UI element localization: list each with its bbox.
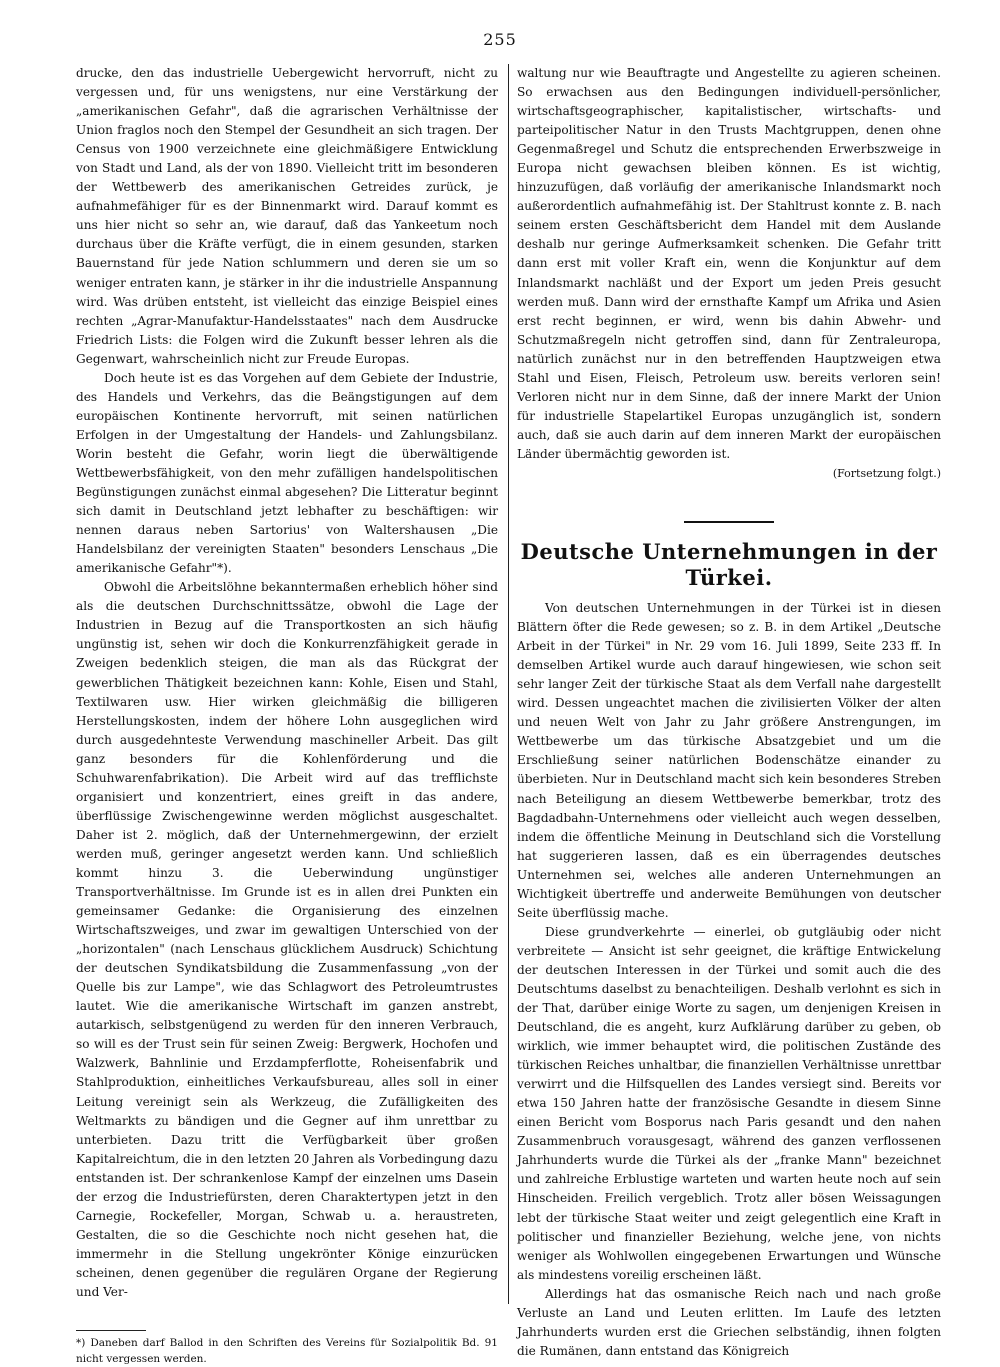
paragraph: Obwohl die Arbeitslöhne bekanntermaßen erheblich höher sind als die deutschen Durchschnittssätze, obwohl die Lage der Industrien in Bezug auf die Transportkosten an sich häufig ungünstig ist, sehen wir doch die Konkurrenzfähigkeit gerade in Zweigen bedenklich steigen, die man als das Rückgrat der gewerblichen Thätigkeit bezeichnen kann: Kohle, Eisen und Stahl, Textilwaren usw. Hier wirken gleichmäßig die billigeren Herstellungskosten, indem der höhere Lohn ausgeglichen wird durch ausgedehnteste Verwendung maschineller Arbeit. Das gilt ganz besonders für die Kohlenförderung und die Schuhwarenfabrikation). Die Arbeit wird auf das trefflichste organisiert und konzentriert, eines greift in das andere, überflüssige Zwischengewinne werden möglichst ausgeschaltet. Daher ist 2. möglich, daß der Unternehmergewinn, der erzielt werden muß, geringer angesetzt werden kann. Und schließlich kommt hinzu 3. die Ueberwindung ungünstiger Transportverhältnisse. Im Grunde ist es in allen drei Punkten ein gemeinsamer Gedanke: die Organisierung des einzelnen Wirtschaftszweiges, und zwar im gewaltigen Unterschied von der „horizontalen" (nach Lenschaus glücklichem Ausdruck) Schichtung der deutschen Syndikatsbildung die Zusammenfassung „von der Quelle bis zur Lampe", wie das Schlagwort des Petroleumtrustes lautet. Wie die amerikanische Wirtschaft im ganzen anstrebt, autarkisch, selbstgenügend zu werden für den inneren Verbrauch, so will es der Trust sein für seinen Zweig: Bergwerk, Hochofen und Walzwerk, Bahnlinie und Erzdampferflotte, Roheisenfabrik und Stahlproduktion, einheitliches Verkaufsbureau, alles soll in einer Leitung vereinigt sein als Werkzeug, die Zufälligkeiten des Weltmarkts zu bändigen und die Gegner auf ihm unrettbar zu unterbieten. Dazu tritt die Verfügbarkeit über großen Kapitalreichtum, die in den letzten 20 Jahren als Vorbedingung dazu entstanden ist. Der schrankenlose Kampf der einzelnen ums Dasein der erzog die Industriefürsten, deren Charaktertypen jetzt in den Carnegie, Rockefeller, Morgan, Schwab u. a. heraustreten, Gestalten, die so die Geschichte noch nicht gesehen hat, die immermehr in die Stellung ungekrönter Könige einzurücken scheinen, denen gegenüber die regulären Organe der Regierung und Ver- <box>76 580 498 1299</box>
column-divider <box>508 64 509 1304</box>
footnote: *) Daneben darf Ballod in den Schriften des Vereins für Sozialpolitik Bd. 91 nicht vergessen werden. <box>76 1337 498 1366</box>
paragraph: Von deutschen Unternehmungen in der Türkei ist in diesen Blättern öfter die Rede gewesen; so z. B. in dem Artikel „Deutsche Arbeit in der Türkei" in Nr. 29 vom 16. Juli 1899, Seite 233 ff. In demselben Artikel wurde auch darauf hingewiesen, wie schon seit sehr langer Zeit der türkische Staat als dem Verfall nahe dargestellt wird. Dessen ungeachtet machen die zivilisierten Völker der alten und neuen Welt von Jahr zu Jahr größere Anstrengungen, im Wettbewerbe um das türkische Absatzgebiet und um die Erschließung seiner natürlichen Bodenschätze einander zu überbieten. Nur in Deutschland macht sich kein besonderes Streben nach Beteiligung an diesem Wettbewerbe bemerkbar, trotz des Bagdadbahn-Unternehmens oder vielleicht auch wegen desselben, indem die öffentliche Meinung in Deutschland sich die Vorstellung hat suggerieren lassen, daß es ein überragendes deutsches Unternehmen sei, welches alle anderen Unternehmungen an Wichtigkeit übertreffe und anderweite Bemühungen von deutscher Seite überflüssig mache. <box>517 601 941 920</box>
page-number: 255 <box>483 30 517 49</box>
paragraph: Doch heute ist es das Vorgehen auf dem Gebiete der Industrie, des Handels und Verkehrs, das die Beängstigungen auf dem europäischen Kontinente hervorruft, mit seinen natürlichen Erfolgen in der Umgestaltung der Handels- und Zahlungsbilanz. Worin besteht die Gefahr, worin liegt die überwältigende Wettbewerbsfähigkeit, von den mehr zufälligen handelspolitischen Begünstigungen zunächst einmal abgesehen? Die Litteratur beginnt sich damit in Deutschland jetzt lebhafter zu beschäftigen: wir nennen daraus neben Sartorius' von Waltershausen „Die Handelsbilanz der vereinigten Staaten" besonders Lenschaus „Die amerikanische Gefahr"*). <box>76 370 498 576</box>
left-column <box>76 64 498 1367</box>
article-heading: Deutsche Unternehmungen in der Türkei. <box>520 539 938 591</box>
right-column <box>517 64 941 1361</box>
paragraph: waltung nur wie Beauftragte und Angestellte zu agieren scheinen. So erwachsen aus den Bedingungen individuell-persönlicher, wirtschaftsgeographischer, kapitalistischer, wirtschafts- und parteipolitischer Natur in den Trusts Machtgruppen, denen ohne Gegenmaßregel und Schutz die entsprechenden Erwerbszweige in Europa nicht gewachsen bleiben können. Es ist wichtig, hinzuzufügen, daß vorläufig der amerikanische Inlandsmarkt noch außerordentlich aufnahmefähig ist. Der Stahltrust konnte z. B. nach seinem ersten Geschäftsbericht dem Handel mit dem Auslande deshalb nur geringe Aufmerksamkeit schenken. Die Gefahr tritt dann erst mit voller Kraft ein, wenn die Konjunktur auf dem Inlandsmarkt nachläßt und der Export um jeden Preis gesucht werden muß. Dann wird der ernsthafte Kampf um Afrika und Asien erst recht beginnen, er wird, wenn bis dahin Abwehr- und Schutzmaßregeln nicht getroffen sind, dann für Zentraleuropa, natürlich zunächst nur in den betreffenden Hauptzweigen etwa Stahl und Eisen, Fleisch, Petroleum usw. bereits verloren sein! Verloren nicht nur in dem Sinne, daß der innere Markt der Union für industrielle Stapelartikel Europas unzugänglich ist, sondern auch, daß sie auch darin auf dem inneren Markt der europäischen Länder übermächtig geworden ist. <box>517 66 941 461</box>
paragraph: Diese grundverkehrte — einerlei, ob gutgläubig oder nicht verbreitete — Ansicht ist sehr geeignet, die kräftige Entwickelung der deutschen Interessen in der Türkei und somit auch die des Deutschtums daselbst zu benachteiligen. Deshalb verlohnt es sich in der That, darüber einige Worte zu sagen, um denjenigen Kreisen in Deutschland, die es angeht, kurz Aufklärung darüber zu geben, ob wirklich, wie immer behauptet wird, die politischen Zustände des türkischen Reiches unhaltbar, die finanziellen Verhältnisse unrettbar verwirrt und die Hilfsquellen des Landes versiegt sind. Bereits vor etwa 150 Jahren hatte der französische Gesandte in diesem Sinne einen Bericht vom Bosporus nach Paris gesandt und den nahen Zusammenbruch vorausgesagt, während des ganzen verflossenen Jahrhunderts wurde die Türkei als der „franke Mann" bezeichnet und zahlreiche Erblustige warteten und warten heute noch auf sein Hinscheiden. Freilich vergeblich. Trotz aller bösen Weissagungen lebt der türkische Staat weiter und zeigt gelegentlich eine Kraft in politischer und finanzieller Beziehung, welche jene, von nichts weniger als Wohlwollen eingegebenen Erwartungen und Wünsche als mindestens voreilig erscheinen läßt. <box>517 924 941 1282</box>
continued-note: (Fortsetzung folgt.) <box>832 466 941 480</box>
paragraph: drucke, den das industrielle Uebergewicht hervorruft, nicht zu vergessen und, für uns wenigstens, nur eine Verstärkung der „amerikanischen Gefahr", daß die agrarischen Verhältnisse der Union fraglos noch den Stempel der Gesundheit an sich tragen. Der Census von 1900 verzeichnete eine gleichmäßigere Entwicklung von Stadt und Land, als der von 1890. Vielleicht tritt im besonderen der Wettbewerb des amerikanischen Getreides zurück, je aufnahmefähiger für es der Binnenmarkt wird. Darauf kommt es uns hier nicht so sehr an, wie darauf, daß das Yankeetum noch durchaus über die Kräfte verfügt, die in einem gesunden, starken Bauernstand für jede Nation schlummern und deren sie um so weniger entraten kann, je stärker in ihr die industrielle Anspannung wird. Was drüben entsteht, ist vielleicht das einzige Beispiel eines rechten „Agrar-Manufaktur-Handelsstaates" nach dem Ausdrucke Friedrich Lists: die Folgen wird die Zukunft besser lehren als die Gegenwart, wahrscheinlich nicht zur Freude Europas. <box>76 66 498 366</box>
footnote-rule <box>76 1330 146 1331</box>
section-separator <box>684 521 774 523</box>
paragraph: Allerdings hat das osmanische Reich nach und nach große Verluste an Land und Leuten erlitten. Im Laufe des letzten Jahrhunderts wurden erst die Griechen selbständig, ihnen folgten die Rumänen, dann entstand das Königreich <box>517 1286 941 1358</box>
